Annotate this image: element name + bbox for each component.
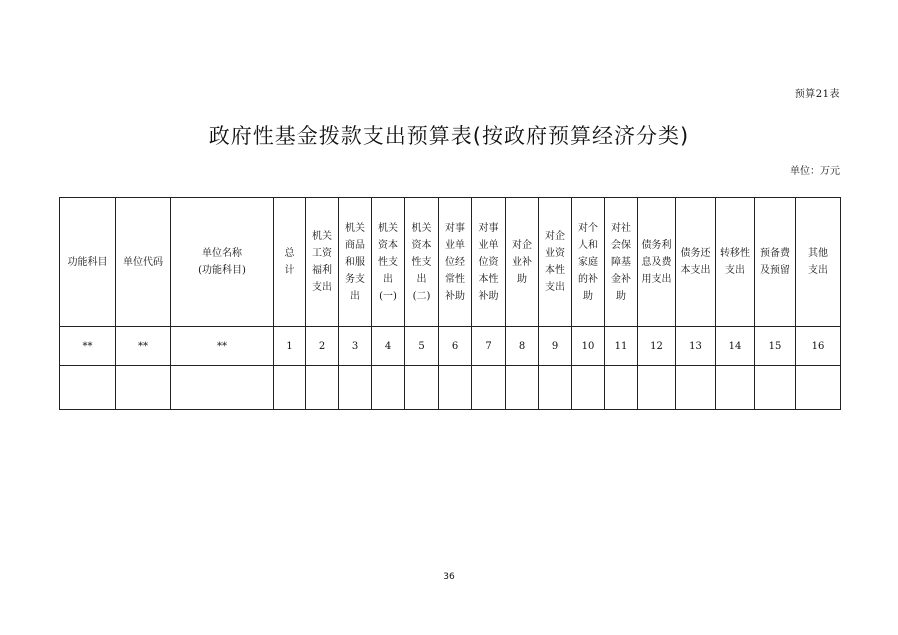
column-code: 5 [405, 327, 439, 366]
column-header [539, 198, 572, 327]
column-code: ** [60, 327, 116, 366]
column-header-label: 机关 工资 福利 支出 [312, 231, 332, 293]
column-code: 4 [372, 327, 405, 366]
column-header-label: 对企 业补 助 [512, 239, 532, 285]
column-header [274, 198, 306, 327]
column-header-label: 单位名称 (功能科目) [198, 248, 246, 276]
column-header-label: 功能科目 [67, 256, 108, 268]
code-row [60, 327, 841, 366]
column-code: 9 [539, 327, 572, 366]
table-cell [506, 366, 539, 410]
form-number: 预算21表 [794, 89, 840, 100]
column-header [171, 198, 274, 327]
column-header [572, 198, 605, 327]
data-row [60, 366, 841, 410]
column-header [472, 198, 506, 327]
table-cell [171, 366, 274, 410]
column-header-label: 对社 会保 障基 金补 助 [611, 222, 631, 302]
table-cell [605, 366, 638, 410]
column-code: 6 [439, 327, 472, 366]
table-cell [306, 366, 339, 410]
table-cell [60, 366, 116, 410]
column-header [755, 198, 796, 327]
table-cell [339, 366, 372, 410]
table-cell [472, 366, 506, 410]
column-code: 16 [796, 327, 841, 366]
page-number: 36 [443, 572, 455, 582]
column-header-label: 机关 资本 性支 出 (二) [411, 222, 432, 302]
table-cell [116, 366, 171, 410]
column-header-label: 对个 人和 家庭 的补 助 [578, 222, 598, 302]
column-header-label: 其他 支出 [808, 248, 828, 276]
column-header [605, 198, 638, 327]
table-cell [439, 366, 472, 410]
column-header [638, 198, 676, 327]
column-code: 11 [605, 327, 638, 366]
page-title: 政府性基金拨款支出预算表(按政府预算经济分类) [208, 124, 690, 148]
column-code: 7 [472, 327, 506, 366]
header-row [60, 198, 841, 327]
column-header-label: 机关 资本 性支 出 (一) [378, 222, 398, 302]
budget-table [59, 197, 841, 410]
column-code: 15 [755, 327, 796, 366]
column-code: 1 [274, 327, 306, 366]
table-cell [274, 366, 306, 410]
column-code: 12 [638, 327, 676, 366]
column-header-label: 机关 商品 和服 务支 出 [345, 222, 365, 302]
column-header [60, 198, 116, 327]
column-header [796, 198, 841, 327]
table-cell [716, 366, 755, 410]
column-header-label: 对事 业单 位资 本性 补助 [478, 222, 499, 302]
column-header [716, 198, 755, 327]
column-header-label: 债务还 本支出 [680, 248, 711, 276]
column-header [306, 198, 339, 327]
column-code: 14 [716, 327, 755, 366]
column-code: 10 [572, 327, 605, 366]
column-header-label: 总 计 [284, 248, 295, 276]
column-code: ** [171, 327, 274, 366]
column-header-label: 转移性 支出 [720, 248, 750, 276]
column-code: 3 [339, 327, 372, 366]
column-header [506, 198, 539, 327]
column-header-label: 对事 业单 位经 常性 补助 [445, 222, 465, 302]
column-header-label: 债务利 息及费 用支出 [641, 239, 672, 285]
column-code: ** [116, 327, 171, 366]
column-header-label: 预备费 及预留 [760, 248, 790, 276]
table-cell [405, 366, 439, 410]
column-header [439, 198, 472, 327]
unit-label: 单位：万元 [790, 166, 840, 177]
table-cell [638, 366, 676, 410]
column-code: 2 [306, 327, 339, 366]
column-header-label: 对企 业资 本性 支出 [545, 231, 565, 293]
table-cell [539, 366, 572, 410]
column-code: 13 [676, 327, 716, 366]
column-header [339, 198, 372, 327]
column-header [405, 198, 439, 327]
column-header [116, 198, 171, 327]
column-header [676, 198, 716, 327]
table-cell [755, 366, 796, 410]
column-header [372, 198, 405, 327]
column-header-label: 单位代码 [123, 256, 163, 268]
table-cell [796, 366, 841, 410]
table-cell [572, 366, 605, 410]
column-code: 8 [506, 327, 539, 366]
table-cell [676, 366, 716, 410]
table-cell [372, 366, 405, 410]
